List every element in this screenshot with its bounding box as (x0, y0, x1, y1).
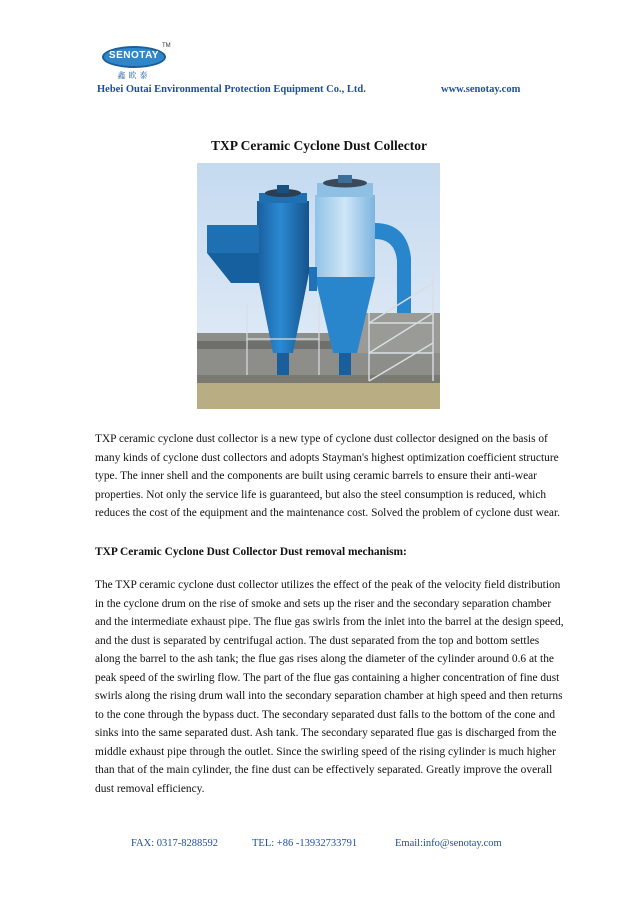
logo-chinese-text: 鑫欧泰 (117, 71, 151, 80)
cyclone-dust-collector-photo (197, 163, 440, 409)
company-name: Hebei Outai Environmental Protection Equipment Co., Ltd. (97, 84, 366, 95)
mechanism-paragraph: The TXP ceramic cyclone dust collector utilizes the effect of the peak of the velocity field distribution in the cyclone drum on the rise of smoke and sets up the riser and the secondary separation chamber and the intermediate exhaust pipe. The flue gas swirls from the inlet into the barrel at the design speed, and the dust is separated by centrifugal action. The dust separated from the top and bottom settles along the barrel to the ash tank; the flue gas rises along the diameter of the cylinder around 0.6 at the peak speed of the swirling flow. The part of the flue gas containing a higher concentration of fine dust swirls along the rising drum wall into the secondary separation chamber at high speed and then returns to the cone through the bypass duct. The secondary separated dust falls to the bottom of the cone and sinks into the same separated dust. Ash tank. The secondary separated flue gas is discharged from the middle exhaust pipe through the outlet. Since the swirling speed of the rising cylinder is much higher than that of the main cylinder, the fine dust can be effectively separated. Greatly improve the overall dust removal efficiency. (95, 579, 564, 795)
footer-email: Email:info@senotay.com (395, 838, 502, 849)
footer-tel: TEL: +86 -13932733791 (252, 838, 358, 849)
logo-brand-text: SENOTAY (108, 50, 160, 61)
section-subheading: TXP Ceramic Cyclone Dust Collector Dust removal mechanism: (95, 546, 407, 558)
footer-fax: FAX: 0317-8288592 (131, 838, 219, 849)
page-title: TXP Ceramic Cyclone Dust Collector (211, 138, 427, 153)
logo-trademark: TM (162, 43, 171, 49)
intro-paragraph: TXP ceramic cyclone dust collector is a new type of cyclone dust collector designed on the basis of many kinds of cyclone dust collectors and adopts Stayman's highest optimization coefficient structure type. The inner shell and the components are built using ceramic barrels to ensure their anti-wear properties. Not only the service life is guaranteed, but also the steel consumption is reduced, which reduces the cost of the equipment and the maintenance cost. Solved the problem of cyclone dust wear. (95, 433, 560, 519)
website-url: www.senotay.com (441, 84, 521, 95)
senotay-logo (100, 40, 176, 84)
